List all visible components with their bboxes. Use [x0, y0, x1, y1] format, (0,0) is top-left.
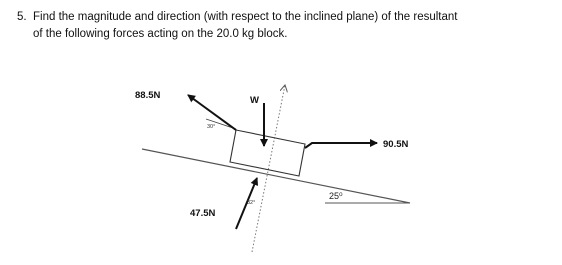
force2-label: 90.5N: [383, 139, 409, 150]
force1-label: 88.5N: [135, 90, 161, 101]
perpendicular-axis-dotted: [252, 85, 285, 252]
incline-angle-label: 25⁰: [329, 191, 343, 201]
force3-angle-label: 32°: [247, 200, 256, 206]
inclined-plane: [142, 149, 410, 203]
problem-number: 5.: [17, 11, 27, 23]
force1-angle-label: 30°: [207, 124, 216, 130]
force-90-5n-arrow: [305, 143, 377, 148]
weight-label: W: [250, 95, 259, 106]
problem-text-line1: Find the magnitude and direction (with respect to the inclined plane) of the resultant: [33, 11, 458, 23]
problem-text-line2: of the following forces acting on the 20.0 kg block.: [33, 28, 288, 40]
force3-label: 47.5N: [190, 208, 216, 219]
